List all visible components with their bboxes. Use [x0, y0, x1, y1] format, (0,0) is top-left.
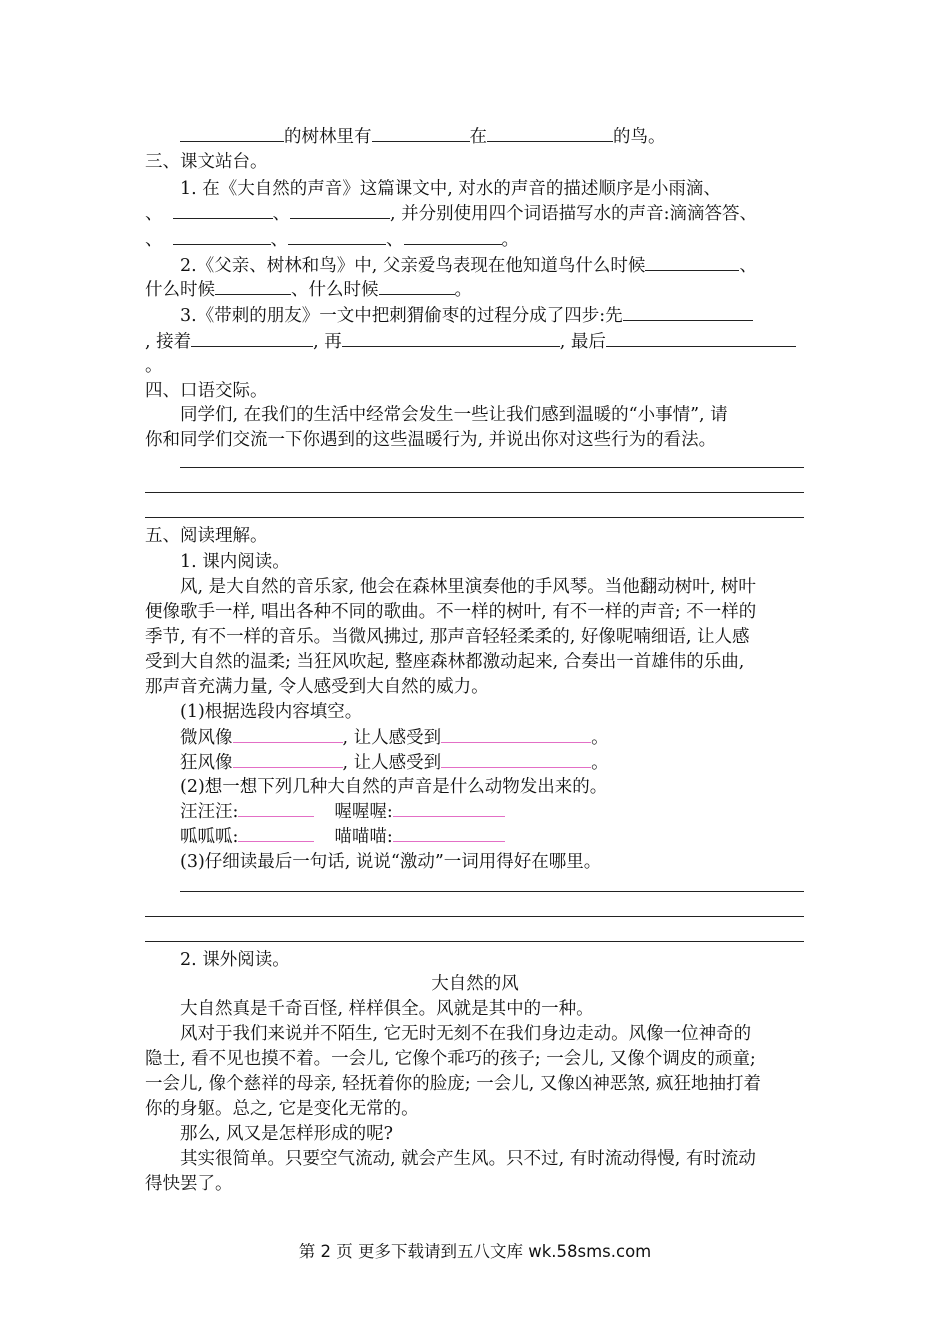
question-2: (2)想一想下列几种大自然的声音是什么动物发出来的。	[180, 777, 608, 797]
blank[interactable]	[288, 228, 386, 245]
blank[interactable]	[180, 125, 284, 142]
question-1: (1)根据选段内容填空。	[180, 702, 363, 722]
q3-3-line1: 3.《带刺的朋友》一文中把刺猬偷枣的过程分成了四步:先	[180, 304, 753, 328]
page-footer	[0, 1241, 950, 1263]
blank[interactable]	[487, 125, 613, 142]
section-3-heading: 三、课文站台。	[145, 152, 268, 172]
blank[interactable]	[173, 202, 273, 219]
s4-paragraph-line1: 同学们, 在我们的生活中经常会发生一些让我们感到温暖的“小事情”, 请	[180, 405, 728, 425]
passage-line: 受到大自然的温柔; 当狂风吹起, 整座森林都激动起来, 合奏出一首雄伟的乐曲,	[145, 652, 745, 672]
s4-paragraph-line2: 你和同学们交流一下你遇到的这些温暖行为, 并说出你对这些行为的看法。	[145, 430, 717, 450]
blank[interactable]	[173, 228, 271, 245]
reading-line: 一会儿, 像个慈祥的母亲, 轻抚着你的脸庞; 一会儿, 又像凶神恶煞, 疯狂地抽打着	[145, 1074, 761, 1094]
question-1-line1: 微风像 , 让人感受到 。	[180, 728, 609, 748]
blank[interactable]	[379, 278, 455, 295]
blank[interactable]	[404, 228, 502, 245]
answer-line[interactable]	[180, 891, 804, 892]
blank[interactable]	[290, 202, 390, 219]
q3-3-line3: 。	[145, 356, 163, 376]
reading-line: 那么, 风又是怎样形成的呢?	[180, 1124, 394, 1144]
q3-2-line2: 什么时候 、什么时候 。	[145, 280, 472, 300]
q3-1-line2: 、 、 , 并分别使用四个词语描写水的声音:滴滴答答、	[145, 204, 758, 224]
sub-heading-2: 2. 课外阅读。	[180, 950, 290, 970]
blank[interactable]	[342, 330, 560, 347]
answer-line[interactable]	[145, 941, 804, 942]
reading-line: 得快罢了。	[145, 1174, 233, 1194]
q3-2-line1: 2.《父亲、树林和鸟》中, 父亲爱鸟表现在他知道鸟什么时候 、	[180, 256, 757, 276]
blank[interactable]	[238, 800, 314, 817]
blank[interactable]	[238, 825, 314, 842]
sub-heading-1: 1. 课内阅读。	[180, 552, 290, 572]
blank[interactable]	[441, 726, 591, 743]
passage-line: 风, 是大自然的音乐家, 他会在森林里演奏他的手风琴。当他翻动树叶, 树叶	[180, 577, 756, 597]
answer-line[interactable]	[145, 517, 804, 518]
blank[interactable]	[233, 751, 343, 768]
answer-line[interactable]	[180, 467, 804, 468]
section-5-heading: 五、阅读理解。	[145, 526, 268, 546]
download-notice: 更多下载请到五八文库 wk.58sms.com	[357, 1242, 652, 1261]
answer-line[interactable]	[145, 492, 804, 493]
blank[interactable]	[645, 254, 739, 271]
reading-line: 其实很简单。只要空气流动, 就会产生风。只不过, 有时流动得慢, 有时流动	[180, 1149, 756, 1169]
question-2-line2: 呱呱呱: 喵喵喵:	[180, 825, 505, 849]
reading-line: 大自然真是千奇百怪, 样样俱全。风就是其中的一种。	[180, 999, 594, 1019]
blank[interactable]	[606, 330, 796, 347]
reading-title: 大自然的风	[431, 974, 519, 994]
q3-1-line3: 、 、 、 。	[145, 230, 519, 250]
q3-3-line2: , 接着 , 再 , 最后	[145, 330, 796, 354]
blank[interactable]	[393, 800, 505, 817]
answer-line[interactable]	[145, 916, 804, 917]
blank[interactable]	[623, 304, 753, 321]
passage-line: 那声音充满力量, 令人感受到大自然的威力。	[145, 677, 489, 697]
blank[interactable]	[393, 825, 505, 842]
q3-1-line1: 1. 在《大自然的声音》这篇课文中, 对水的声音的描述顺序是小雨滴、	[180, 179, 721, 199]
blank[interactable]	[441, 751, 591, 768]
page-number: 第 2 页	[298, 1242, 353, 1261]
question-1-line2: 狂风像 , 让人感受到 。	[180, 753, 609, 773]
blank[interactable]	[215, 278, 291, 295]
blank[interactable]	[372, 125, 470, 142]
passage-line: 便像歌手一样, 唱出各种不同的歌曲。不一样的树叶, 有不一样的声音; 不一样的	[145, 602, 757, 622]
blank[interactable]	[191, 330, 313, 347]
question-2-line1: 汪汪汪: 喔喔喔:	[180, 800, 505, 824]
question-3: (3)仔细读最后一句话, 说说“激动”一词用得好在哪里。	[180, 852, 602, 872]
reading-line: 风对于我们来说并不陌生, 它无时无刻不在我们身边走动。风像一位神奇的	[180, 1024, 752, 1044]
section-4-heading: 四、口语交际。	[145, 381, 268, 401]
blank[interactable]	[233, 726, 343, 743]
reading-line: 你的身躯。总之, 它是变化无常的。	[145, 1099, 419, 1119]
reading-line: 隐士, 看不见也摸不着。一会儿, 它像个乖巧的孩子; 一会儿, 又像个调皮的顽童;	[145, 1049, 756, 1069]
passage-line: 季节, 有不一样的音乐。当微风拂过, 那声音轻轻柔柔的, 好像呢喃细语, 让人感	[145, 627, 750, 647]
fill-line-trees-birds: 的树林里有 在 的鸟。	[180, 125, 666, 149]
